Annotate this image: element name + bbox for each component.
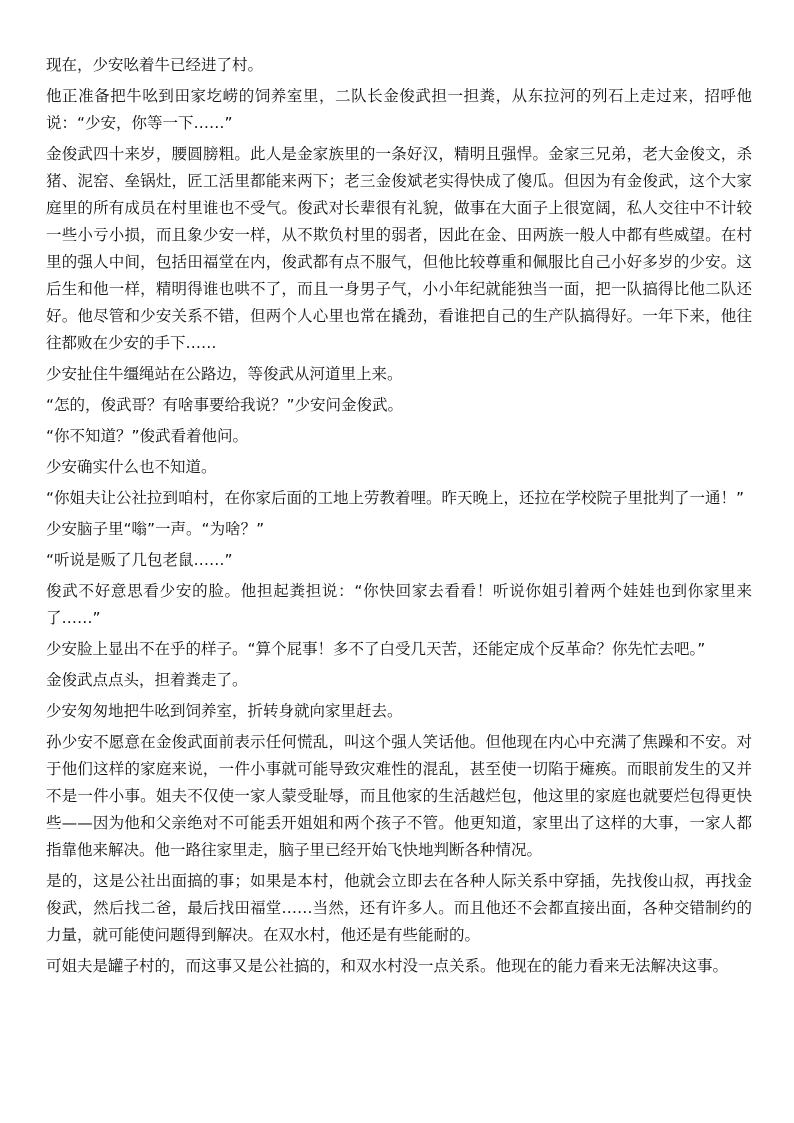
paragraph-14: 少安匆匆地把牛吆到饲养室，折转身就向家里赶去。: [46, 702, 403, 720]
paragraph-1: 现在，少安吆着牛已经进了村。: [46, 56, 264, 74]
paragraph-16: 是的，这是公社出面搞的事；如果是本村，他就会立即去在各种人际关系中穿插，先找俊山叔，再找金俊武，然后找二爸，最后找田福堂……当然，还有许多人。而且他还不会都直接出面，各种交错制约的力量，就可能使问题得到解决。在双水村，他还是有些能耐的。: [46, 872, 752, 944]
paragraph-7: 少安确实什么也不知道。: [46, 458, 217, 476]
paragraph-11: 俊武不好意思看少安的脸。他担起粪担说：“你快回家去看看！听说你姐引着两个娃娃也到你家里来了……”: [46, 582, 752, 627]
paragraph-5: “怎的，俊武哥？有啥事要给我说？”少安问金俊武。: [46, 396, 404, 414]
paragraph-9: 少安脑子里“嗡”一声。“为啥？”: [46, 520, 265, 538]
paragraph-4: 少安扯住牛缰绳站在公路边，等俊武从河道里上来。: [46, 365, 403, 383]
paragraph-13: 金俊武点点头，担着粪走了。: [46, 671, 248, 689]
document-page: [46, 52, 752, 984]
paragraph-15: 孙少安不愿意在金俊武面前表示任何慌乱，叫这个强人笑话他。但他现在内心中充满了焦躁和不安。对于他们这样的家庭来说，一件小事就可能导致灾难性的混乱，甚至使一切陷于瘫痪。而眼前发生的又并不是一件小事。姐夫不仅使一家人蒙受耻辱，而且他家的生活越烂包，他这里的家庭也就要烂包得更快些——因为他和父亲绝对不可能丢开姐姐和两个孩子不管。他更知道，家里出了这样的大事，一家人都指靠他来解决。他一路往家里走，脑子里已经开始飞快地判断各种情况。: [46, 733, 752, 859]
paragraph-2: 他正准备把牛吆到田家圪崂的饲养室里，二队长金俊武担一担粪，从东拉河的列石上走过来，招呼他说：“少安，你等一下……”: [46, 87, 752, 132]
paragraph-6: “你不知道？”俊武看着他问。: [46, 427, 249, 445]
paragraph-10: “听说是贩了几包老鼠……”: [46, 551, 233, 569]
paragraph-3: 金俊武四十来岁，腰圆膀粗。此人是金家族里的一条好汉，精明且强悍。金家三兄弟，老大金俊文，杀猪、泥窑、垒锅灶，匠工活里都能来两下；老三金俊斌老实得快成了傻瓜。但因为有金俊武，这个大家庭里的所有成员在村里谁也不受气。俊武对长辈很有礼貌，做事在大面子上很宽阔，私人交往中不计较一些小亏小损，而且象少安一样，从不欺负村里的弱者，因此在金、田两族一般人中都有些威望。在村里的强人中间，包括田福堂在内，俊武都有点不服气，但他比较尊重和佩服比自己小好多岁的少安。这后生和他一样，精明得谁也哄不了，而且一身男子气，小小年纪就能独当一面，把一队搞得比他二队还好。他尽管和少安关系不错，但两个人心里也常在撬劲，看谁把自己的生产队搞得好。一年下来，他往往都败在少安的手下……: [46, 145, 752, 352]
paragraph-8: “你姐夫让公社拉到咱村，在你家后面的工地上劳教着哩。昨天晚上，还拉在学校院子里批判了一通！”: [46, 489, 745, 507]
paragraph-12: 少安脸上显出不在乎的样子。“算个屁事！多不了白受几天苦，还能定成个反革命？你先忙去吧。”: [46, 640, 706, 658]
paragraph-17: 可姐夫是罐子村的，而这事又是公社搞的，和双水村没一点关系。他现在的能力看来无法解决这事。: [46, 957, 729, 975]
